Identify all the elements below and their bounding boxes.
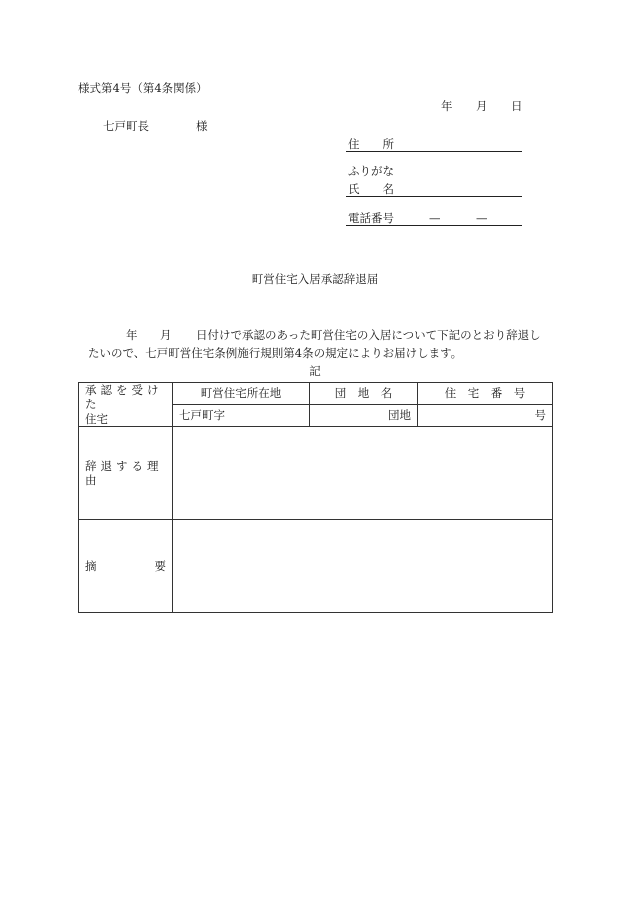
number-header: 住 宅 番 号 (418, 383, 553, 405)
addressee-name: 七戸町長 (103, 119, 149, 133)
summary-label-2: 要 (154, 558, 166, 573)
phone-dash-2: — (476, 211, 488, 225)
name-label: 氏 名 (348, 182, 394, 196)
phone-label: 電話番号 (348, 211, 394, 225)
summary-label-cell (79, 520, 173, 613)
phone-underline (346, 225, 522, 226)
form-number: 様式第4号（第4条関係） (78, 81, 208, 95)
location-header: 町営住宅所在地 (173, 383, 310, 405)
ki-heading: 記 (309, 364, 321, 378)
body-month-label: 月 (160, 328, 172, 342)
body-line-2: たいので、七戸町営住宅条例施行規則第4条の規定によりお届けします。 (88, 346, 463, 360)
address-label: 住 所 (348, 137, 394, 151)
declination-table (78, 382, 553, 613)
furigana-label: ふりがな (348, 164, 394, 178)
reason-input[interactable] (173, 427, 553, 520)
addressee-honorific: 様 (196, 119, 208, 133)
body-year-label: 年 (126, 328, 138, 342)
name-underline (346, 196, 522, 197)
address-underline (346, 151, 522, 152)
danchi-value[interactable]: 団地 (310, 405, 418, 427)
housing-label-line-2: 住宅 (85, 411, 108, 426)
document-title: 町営住宅入居承認辞退届 (251, 272, 379, 286)
date-day-label: 日 (511, 99, 523, 113)
summary-input[interactable] (173, 520, 553, 613)
housing-header-row (79, 383, 553, 405)
danchi-header: 団 地 名 (310, 383, 418, 405)
housing-label-line-1: 承認を受けた (85, 383, 163, 412)
body-line-1: 日付けで承認のあった町営住宅の入居について下記のとおり辞退し (196, 328, 541, 342)
number-value[interactable]: 号 (418, 405, 553, 427)
summary-row (79, 520, 553, 613)
summary-label-1: 摘 (85, 558, 97, 573)
date-month-label: 月 (476, 99, 488, 113)
reason-row (79, 427, 553, 520)
date-year-label: 年 (441, 99, 453, 113)
reason-label: 辞退する理由 (79, 427, 173, 520)
location-value[interactable]: 七戸町字 (173, 405, 310, 427)
phone-dash-1: — (429, 211, 441, 225)
housing-label-cell (79, 383, 173, 427)
